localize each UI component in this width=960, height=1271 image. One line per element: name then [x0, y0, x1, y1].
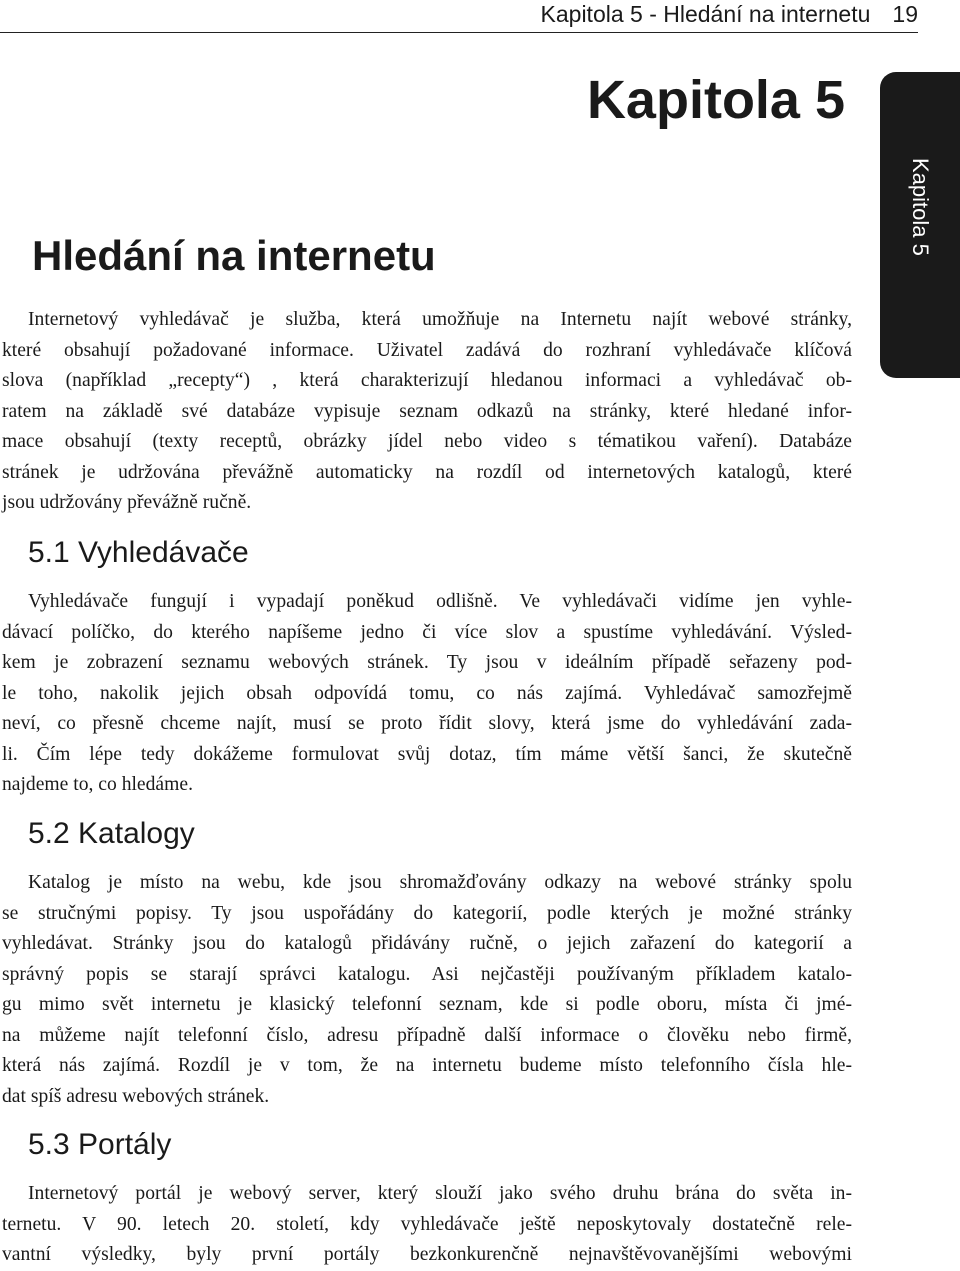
text-line: Internetový portál je webový server, který slouží jako svého druhu brána do světa in- [28, 1183, 852, 1204]
text-line: najdeme to, co hledáme. [2, 774, 193, 795]
intro-paragraph [2, 305, 852, 519]
text-line: kem je zobrazení seznamu webových stránek. Ty jsou v ideálním případě seřazeny pod- [2, 652, 852, 673]
page-number: 19 [892, 1, 918, 27]
text-line: li. Čím lépe tedy dokážeme formulovat svůj dotaz, tím máme větší šanci, že skutečně [2, 743, 852, 765]
running-title: Kapitola 5 - Hledání na internetu [540, 1, 871, 27]
section-heading-portaly: 5.3 Portály [28, 1128, 172, 1161]
text-line: ratem na základě své databáze vypisuje seznam odkazů na stránky, které hledané infor- [2, 400, 852, 422]
text-line: jsou udržovány převážně ručně. [2, 492, 252, 513]
chapter-side-tab [880, 72, 960, 378]
section-paragraph-portaly [2, 1179, 852, 1271]
text-line: neví, co přesně chceme najít, musí se proto řídit slovy, která jsme do vyhledávání zada- [2, 713, 852, 734]
chapter-title: Hledání na internetu [32, 232, 436, 279]
text-line: mace obsahují (texty receptů, obrázky jídel nebo video s tématikou vaření). Databáze [2, 431, 852, 452]
text-line: správný popis se starají správci katalogu. Asi nejčastěji používaným příkladem katalo- [2, 963, 852, 985]
text-line: dat spíš adresu webových stránek. [2, 1085, 270, 1107]
text-line: slova (například „recepty“) , která charakterizují hledanou informaci a vyhledávač ob- [2, 370, 852, 391]
text-line: Katalog je místo na webu, kde jsou shromažďovány odkazy na webové stránky spolu [28, 872, 852, 893]
text-line: ternetu. V 90. letech 20. století, kdy vyhledávače ještě neposkytovaly dostatečně rele- [2, 1213, 852, 1235]
text-line: vyhledávat. Stránky jsou do katalogů přidávány ručně, o jejich zařazení do kategorií a [2, 933, 852, 954]
text-line: stránek je udržována převážně automaticky na rozdíl od internetových katalogů, které [2, 461, 852, 483]
text-line: Vyhledávače fungují i vypadají poněkud odlišně. Ve vyhledávači vidíme jen vyhle- [28, 591, 852, 612]
text-line: gu mimo svět internetu je klasický telefonní seznam, kde si podle oboru, místa či jmé- [2, 994, 852, 1015]
section-heading-vyhledavace: 5.1 Vyhledávače [28, 536, 249, 569]
text-line: které obsahují požadované informace. Uživatel zadává do rozhraní vyhledávače klíčová [2, 339, 852, 361]
text-line: která nás zajímá. Rozdíl je v tom, že na internetu budeme místo telefonního čísla hle- [2, 1055, 852, 1076]
chapter-side-tab-label: Kapitola 5 [908, 158, 933, 256]
section-paragraph-katalogy [2, 868, 852, 1112]
text-line: vantní výsledky, byly první portály bezkonkurenčně nejnavštěvovanějšími webovými [2, 1244, 852, 1265]
text-line: Internetový vyhledávač je služba, která umožňuje na Internetu najít webové stránky, [28, 309, 852, 330]
text-line: se stručnými popisy. Ty jsou uspořádány do kategorií, podle kterých je možné stránky [2, 902, 852, 924]
text-line: le toho, nakolik jejich obsah odpovídá tomu, co nás zajímá. Vyhledávač samozřejmě [2, 682, 852, 704]
chapter-number: Kapitola 5 [586, 70, 845, 130]
text-line: na můžeme najít telefonní číslo, adresu případně další informace o člověku nebo firmě, [2, 1024, 852, 1046]
text-line: dávací políčko, do kterého napíšeme jedno či více slov a spustíme vyhledávání. Výsled- [2, 621, 852, 643]
running-header [0, 0, 918, 33]
section-paragraph-vyhledavace [2, 587, 852, 801]
section-heading-katalogy: 5.2 Katalogy [28, 817, 195, 850]
